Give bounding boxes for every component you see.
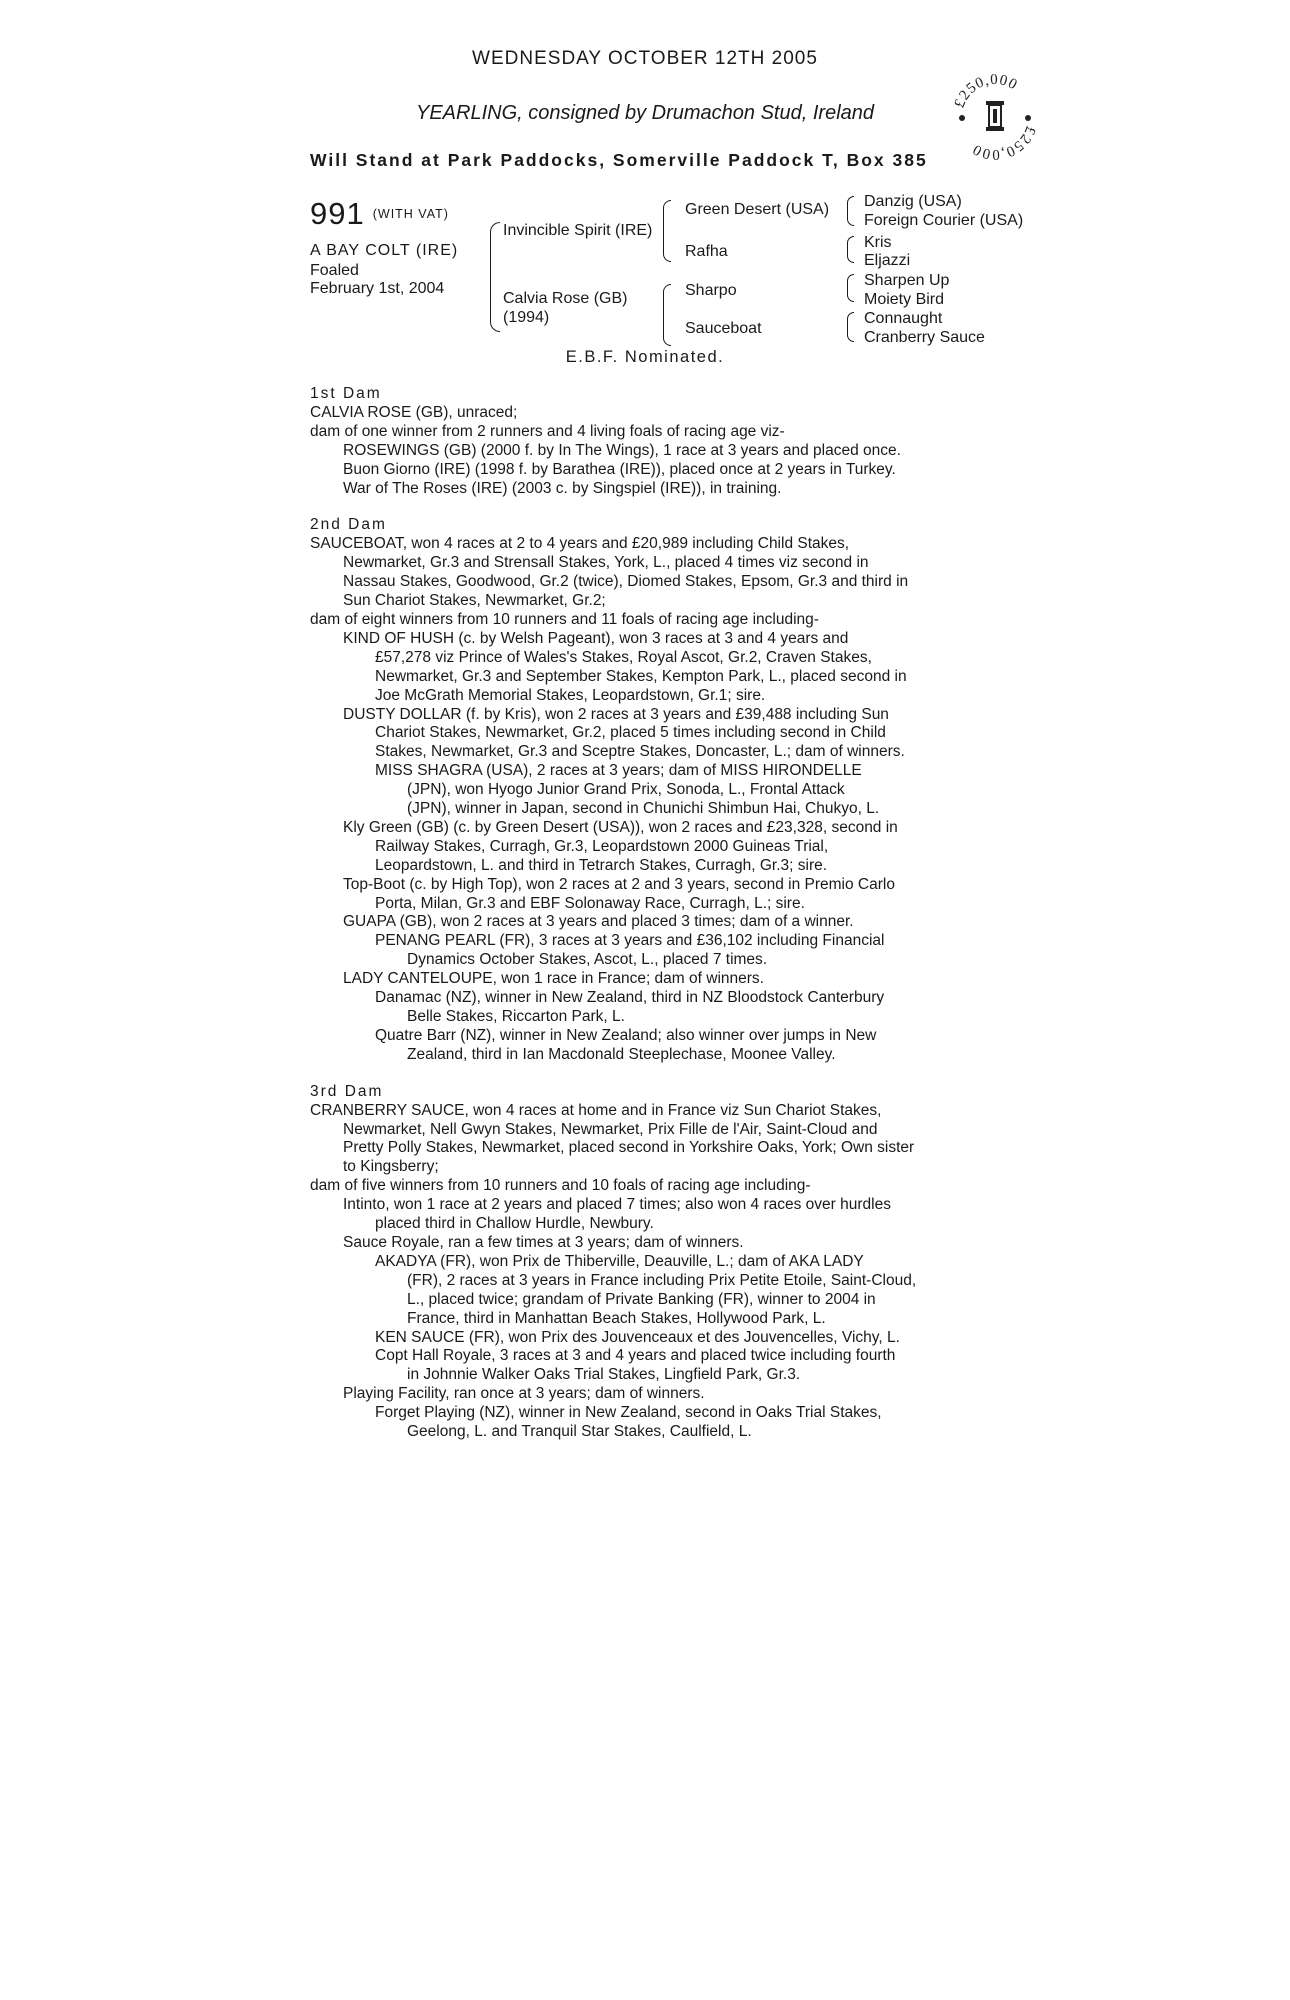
pedigree-gen3: Sharpen Up <box>864 272 950 289</box>
dam-line: L., placed twice; grandam of Private Banking (FR), winner to 2004 in <box>407 1290 876 1308</box>
lot-number-value: 991 <box>310 196 365 231</box>
dam-line: DUSTY DOLLAR (f. by Kris), won 2 races at 3 years and £39,488 including Sun <box>343 705 889 723</box>
dam-line: in Johnnie Walker Oaks Trial Stakes, Lingfield Park, Gr.3. <box>407 1366 801 1384</box>
dam-line: CALVIA ROSE (GB), unraced; <box>310 403 518 421</box>
pedigree-brace <box>847 274 854 302</box>
lot-number <box>310 196 449 232</box>
dam-line: placed third in Challow Hurdle, Newbury. <box>375 1215 654 1233</box>
dam-line: Kly Green (GB) (c. by Green Desert (USA)), won 2 races and £23,328, second in <box>343 818 898 836</box>
consignment-line: YEARLING, consigned by Drumachon Stud, Ireland <box>415 102 875 124</box>
pedigree-gen3: Eljazzi <box>864 252 911 269</box>
foaled-label: Foaled <box>310 262 359 279</box>
pedigree-gen2: Green Desert (USA) <box>685 201 830 218</box>
section-heading: 3rd Dam <box>310 1082 384 1100</box>
dam-line: KEN SAUCE (FR), won Prix des Jouvenceaux et des Jouvencelles, Vichy, L. <box>375 1328 900 1346</box>
horse-description: A BAY COLT (IRE) <box>310 242 459 259</box>
pedigree-brace <box>490 222 500 332</box>
dam-line: KIND OF HUSH (c. by Welsh Pageant), won 3 races at 3 and 4 years and <box>343 629 849 647</box>
dam-line: to Kingsberry; <box>343 1158 439 1176</box>
dam-line: (FR), 2 races at 3 years in France including Prix Petite Etoile, Saint-Cloud, <box>407 1271 917 1289</box>
pedigree-dam-year: (1994) <box>503 309 550 326</box>
dam-line: Dynamics October Stakes, Ascot, L., placed 7 times. <box>407 951 768 969</box>
section-heading: 1st Dam <box>310 385 382 402</box>
dam-line: Newmarket, Gr.3 and September Stakes, Kempton Park, L., placed second in <box>375 667 907 685</box>
dam-line: (JPN), winner in Japan, second in Chunichi Shimbun Hai, Chukyo, L. <box>407 800 880 818</box>
dam-line: France, third in Manhattan Beach Stakes, Hollywood Park, L. <box>407 1309 826 1327</box>
dam-line: Newmarket, Gr.3 and Strensall Stakes, York, L., placed 4 times viz second in <box>343 554 869 572</box>
dam-line: £57,278 viz Prince of Wales's Stakes, Royal Ascot, Gr.2, Craven Stakes, <box>375 648 872 666</box>
dam-line: Stakes, Newmarket, Gr.3 and Sceptre Stakes, Doncaster, L.; dam of winners. <box>375 743 905 761</box>
pedigree-brace <box>847 236 854 263</box>
dam-line: Zealand, third in Ian Macdonald Steeplechase, Moonee Valley. <box>407 1045 836 1063</box>
pedigree-brace <box>663 284 671 346</box>
catalogue-body <box>310 385 1010 1442</box>
pedigree-gen3: Foreign Courier (USA) <box>864 212 1024 229</box>
dam-line: LADY CANTELOUPE, won 1 race in France; dam of winners. <box>343 970 764 988</box>
dam-line: dam of five winners from 10 runners and 10 foals of racing age including- <box>310 1177 811 1195</box>
pedigree-brace <box>847 196 854 226</box>
dam-line: Danamac (NZ), winner in New Zealand, third in NZ Bloodstock Canterbury <box>375 989 885 1007</box>
stabling-location: Will Stand at Park Paddocks, Somerville Paddock T, Box 385 <box>310 150 928 170</box>
pedigree-gen3: Connaught <box>864 310 943 327</box>
dam-line: Sauce Royale, ran a few times at 3 years; dam of winners. <box>343 1233 744 1251</box>
dam-line: Nassau Stakes, Goodwood, Gr.2 (twice), Diomed Stakes, Epsom, Gr.3 and third in <box>343 573 909 591</box>
pedigree-gen2: Sauceboat <box>685 320 762 337</box>
dam-line: Buon Giorno (IRE) (1998 f. by Barathea (IRE)), placed once at 2 years in Turkey. <box>343 460 896 478</box>
dam-line: Quatre Barr (NZ), winner in New Zealand; also winner over jumps in New <box>375 1026 877 1044</box>
foaled-date: February 1st, 2004 <box>310 280 445 297</box>
dam-line: (JPN), won Hyogo Junior Grand Prix, Sonoda, L., Frontal Attack <box>407 781 845 799</box>
pedigree-gen2: Rafha <box>685 243 728 260</box>
pedigree-sire: Invincible Spirit (IRE) <box>503 222 653 239</box>
dam-line: Top-Boot (c. by High Top), won 2 races at 2 and 3 years, second in Premio Carlo <box>343 875 895 893</box>
ebf-nomination: E.B.F. Nominated. <box>565 348 725 366</box>
dam-line: dam of one winner from 2 runners and 4 living foals of racing age viz- <box>310 422 785 440</box>
dam-line: Belle Stakes, Riccarton Park, L. <box>407 1008 625 1025</box>
dam-line: Chariot Stakes, Newmarket, Gr.2, placed 5 times including second in Child <box>375 724 886 742</box>
dam-line: Newmarket, Nell Gwyn Stakes, Newmarket, Prix Fille de l'Air, Saint-Cloud and <box>343 1120 878 1138</box>
pedigree-brace <box>663 200 671 262</box>
dam-line: Intinto, won 1 race at 2 years and placed 7 times; also won 4 races over hurdles <box>343 1196 891 1214</box>
dam-line: Playing Facility, ran once at 3 years; dam of winners. <box>343 1385 705 1403</box>
dam-line: CRANBERRY SAUCE, won 4 races at home and in France viz Sun Chariot Stakes, <box>310 1101 882 1119</box>
dam-line: ROSEWINGS (GB) (2000 f. by In The Wings), 1 race at 3 years and placed once. <box>343 441 901 459</box>
pedigree-gen3: Kris <box>864 234 892 251</box>
dam-line: Leopardstown, L. and third in Tetrarch Stakes, Curragh, Gr.3; sire. <box>375 856 828 874</box>
dam-line: Sun Chariot Stakes, Newmarket, Gr.2; <box>343 592 606 610</box>
dam-line: GUAPA (GB), won 2 races at 3 years and placed 3 times; dam of a winner. <box>343 913 854 931</box>
price-seal-icon <box>950 72 1040 162</box>
dam-line: Pretty Polly Stakes, Newmarket, placed second in Yorkshire Oaks, York; Own sister <box>343 1139 915 1157</box>
dam-line: Geelong, L. and Tranquil Star Stakes, Caulfield, L. <box>407 1423 752 1441</box>
pedigree-gen3: Danzig (USA) <box>864 193 962 210</box>
dam-line: Railway Stakes, Curragh, Gr.3, Leopardstown 2000 Guineas Trial, <box>375 837 829 855</box>
svg-text:£250,000: £250,000 <box>951 72 1021 111</box>
dam-line: War of The Roses (IRE) (2003 c. by Singspiel (IRE)), in training. <box>343 479 782 497</box>
dam-line: PENANG PEARL (FR), 3 races at 3 years and £36,102 including Financial <box>375 932 885 950</box>
section-heading: 2nd Dam <box>310 516 387 534</box>
sale-date: WEDNESDAY OCTOBER 12TH 2005 <box>472 48 818 69</box>
pedigree-gen3: Moiety Bird <box>864 291 945 308</box>
pedigree-brace <box>847 312 854 342</box>
dam-line: Copt Hall Royale, 3 races at 3 and 4 years and placed twice including fourth <box>375 1347 896 1365</box>
pedigree-gen3: Cranberry Sauce <box>864 329 985 346</box>
dam-line: AKADYA (FR), won Prix de Thiberville, Deauville, L.; dam of AKA LADY <box>375 1252 864 1270</box>
dam-line: Porta, Milan, Gr.3 and EBF Solonaway Race, Curragh, L.; sire. <box>375 894 805 912</box>
dam-line: Joe McGrath Memorial Stakes, Leopardstown, Gr.1; sire. <box>375 686 766 704</box>
dam-line: dam of eight winners from 10 runners and 11 foals of racing age including- <box>310 610 819 628</box>
dam-line: Forget Playing (NZ), winner in New Zealand, second in Oaks Trial Stakes, <box>375 1404 882 1422</box>
pedigree-dam: Calvia Rose (GB) <box>503 290 628 307</box>
svg-text:£250,000: £250,000 <box>969 123 1039 162</box>
pedigree-gen2: Sharpo <box>685 282 737 299</box>
dam-line: SAUCEBOAT, won 4 races at 2 to 4 years and £20,989 including Child Stakes, <box>310 535 850 553</box>
dam-line: MISS SHAGRA (USA), 2 races at 3 years; dam of MISS HIRONDELLE <box>375 762 862 780</box>
vat-note: (WITH VAT) <box>372 207 449 221</box>
